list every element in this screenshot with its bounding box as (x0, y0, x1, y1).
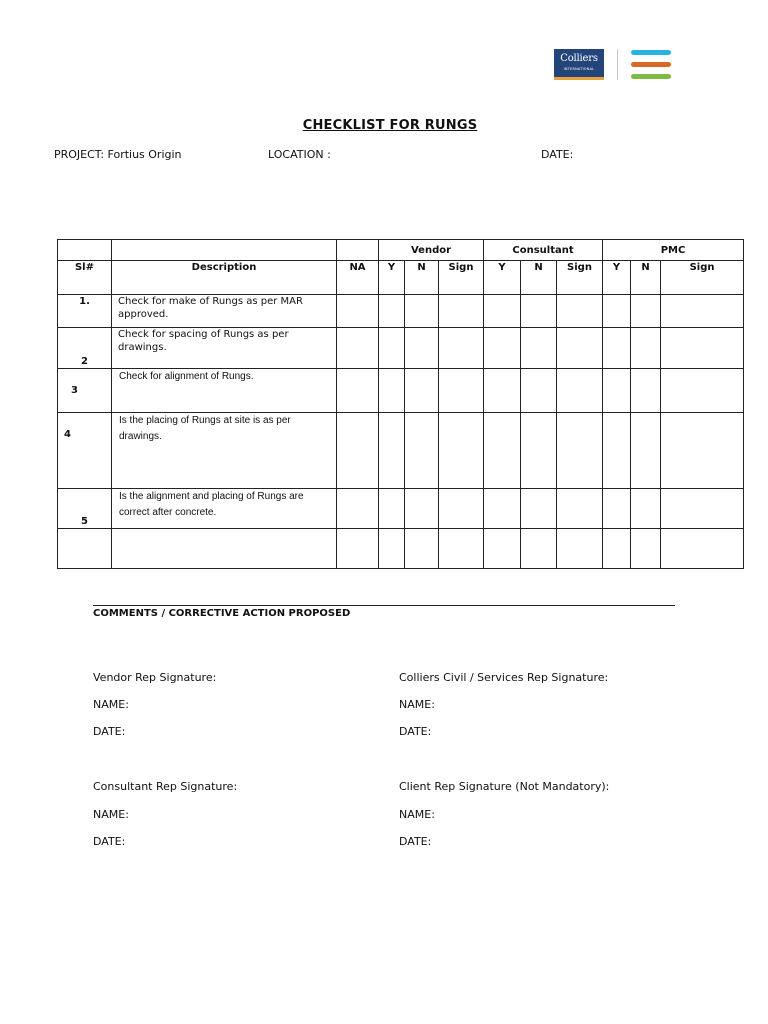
table-row-empty (58, 529, 744, 569)
cell-vendor-sign[interactable] (439, 295, 484, 328)
client-name-label: NAME: (399, 808, 435, 821)
cell-vendor-sign[interactable] (439, 529, 484, 569)
date-field: DATE: (541, 148, 574, 161)
cell-vendor-sign[interactable] (439, 413, 484, 489)
cell-consultant-y[interactable] (484, 295, 521, 328)
header-pmc: PMC (603, 240, 744, 261)
row-description: Check for make of Rungs as per MAR approved. (112, 295, 337, 328)
cell-pmc-y[interactable] (603, 413, 631, 489)
cell-na[interactable] (337, 295, 379, 328)
cell-consultant-y[interactable] (484, 369, 521, 413)
cell-na[interactable] (337, 489, 379, 529)
row-sl: 2 (58, 328, 112, 369)
consultant-signature-label: Consultant Rep Signature: (93, 780, 238, 793)
cell-na[interactable] (337, 369, 379, 413)
cell-pmc-y[interactable] (603, 529, 631, 569)
table-row (58, 328, 744, 369)
row-sl: 1. (58, 295, 112, 328)
row-sl: 5 (58, 489, 112, 529)
vendor-date-label: DATE: (93, 725, 126, 738)
header-consultant: Consultant (484, 240, 603, 261)
cell-pmc-sign[interactable] (661, 413, 744, 489)
cell-vendor-n[interactable] (405, 328, 439, 369)
cell-pmc-y[interactable] (603, 369, 631, 413)
logo-stripe-green (631, 74, 671, 79)
logo-tagline: INTERNATIONAL (563, 67, 595, 71)
cell-consultant-y[interactable] (484, 529, 521, 569)
cell-vendor-y[interactable] (379, 489, 405, 529)
cell-consultant-sign[interactable] (557, 413, 603, 489)
cell-na[interactable] (337, 529, 379, 569)
cell-pmc-n[interactable] (631, 529, 661, 569)
header-consultant-y: Y (484, 261, 521, 295)
table-row (58, 369, 744, 413)
page-title: CHECKLIST FOR RUNGS (302, 118, 478, 133)
cell-vendor-sign[interactable] (439, 489, 484, 529)
cell-pmc-n[interactable] (631, 295, 661, 328)
table-row (58, 295, 744, 328)
cell-vendor-y[interactable] (379, 413, 405, 489)
header-blank (337, 240, 379, 261)
row-description: Check for spacing of Rungs as per drawings. (112, 328, 337, 369)
cell-consultant-sign[interactable] (557, 529, 603, 569)
cell-consultant-n[interactable] (521, 295, 557, 328)
consultant-date-label: DATE: (93, 835, 126, 848)
header-blank (58, 240, 112, 261)
header-vendor-n: N (405, 261, 439, 295)
header-blank (112, 240, 337, 261)
header-group-row (58, 240, 744, 261)
header-vendor: Vendor (379, 240, 484, 261)
table-row (58, 413, 744, 489)
cell-vendor-sign[interactable] (439, 369, 484, 413)
colliers-signature-label: Colliers Civil / Services Rep Signature: (399, 671, 609, 684)
cell-pmc-n[interactable] (631, 369, 661, 413)
logo-name: Colliers (560, 53, 598, 64)
cell-vendor-n[interactable] (405, 529, 439, 569)
vendor-signature-label: Vendor Rep Signature: (93, 671, 217, 684)
cell-vendor-n[interactable] (405, 369, 439, 413)
cell-pmc-sign[interactable] (661, 295, 744, 328)
cell-vendor-n[interactable] (405, 489, 439, 529)
client-signature-label: Client Rep Signature (Not Mandatory): (399, 780, 610, 793)
cell-sl[interactable] (58, 529, 112, 569)
header-na: NA (337, 261, 379, 295)
cell-pmc-sign[interactable] (661, 369, 744, 413)
cell-consultant-n[interactable] (521, 369, 557, 413)
cell-pmc-y[interactable] (603, 328, 631, 369)
cell-vendor-n[interactable] (405, 413, 439, 489)
client-date-label: DATE: (399, 835, 432, 848)
table-row (58, 489, 744, 529)
row-description: Is the alignment and placing of Rungs are correct after concrete. (112, 489, 337, 529)
cell-vendor-sign[interactable] (439, 328, 484, 369)
header-column-row (58, 261, 744, 295)
header-description: Description (112, 261, 337, 295)
checklist-table (57, 239, 744, 569)
cell-pmc-n[interactable] (631, 413, 661, 489)
cell-pmc-n[interactable] (631, 328, 661, 369)
row-description: Is the placing of Rungs at site is as per drawings. (112, 413, 337, 489)
cell-vendor-n[interactable] (405, 295, 439, 328)
cell-na[interactable] (337, 413, 379, 489)
cell-pmc-sign[interactable] (661, 328, 744, 369)
row-sl: 3 (58, 369, 112, 413)
header-pmc-sign: Sign (661, 261, 744, 295)
cell-consultant-n[interactable] (521, 328, 557, 369)
cell-pmc-sign[interactable] (661, 529, 744, 569)
location-field: LOCATION : (268, 148, 331, 161)
cell-pmc-y[interactable] (603, 295, 631, 328)
logo-divider (617, 49, 618, 80)
cell-consultant-sign[interactable] (557, 328, 603, 369)
cell-consultant-y[interactable] (484, 489, 521, 529)
colliers-date-label: DATE: (399, 725, 432, 738)
cell-na[interactable] (337, 328, 379, 369)
header-vendor-sign: Sign (439, 261, 484, 295)
cell-pmc-y[interactable] (603, 489, 631, 529)
header-sl: Sl# (58, 261, 112, 295)
comments-label: COMMENTS / CORRECTIVE ACTION PROPOSED (93, 608, 351, 619)
row-sl: 4 (58, 413, 112, 489)
cell-consultant-n[interactable] (521, 529, 557, 569)
cell-consultant-sign[interactable] (557, 489, 603, 529)
cell-consultant-sign[interactable] (557, 369, 603, 413)
cell-vendor-y[interactable] (379, 529, 405, 569)
cell-consultant-n[interactable] (521, 413, 557, 489)
header-vendor-y: Y (379, 261, 405, 295)
logo-stripe-blue (631, 50, 671, 55)
header-pmc-y: Y (603, 261, 631, 295)
header-pmc-n: N (631, 261, 661, 295)
header-consultant-n: N (521, 261, 557, 295)
vendor-name-label: NAME: (93, 698, 129, 711)
cell-consultant-y[interactable] (484, 413, 521, 489)
cell-pmc-n[interactable] (631, 489, 661, 529)
consultant-name-label: NAME: (93, 808, 129, 821)
cell-consultant-sign[interactable] (557, 295, 603, 328)
row-description: Check for alignment of Rungs. (112, 369, 337, 413)
cell-vendor-y[interactable] (379, 295, 405, 328)
logo-stripe-orange (631, 62, 671, 67)
cell-consultant-y[interactable] (484, 328, 521, 369)
colliers-name-label: NAME: (399, 698, 435, 711)
cell-description[interactable] (112, 529, 337, 569)
cell-consultant-n[interactable] (521, 489, 557, 529)
comments-rule (93, 605, 675, 606)
colliers-logo (554, 49, 604, 80)
cell-pmc-sign[interactable] (661, 489, 744, 529)
cell-vendor-y[interactable] (379, 369, 405, 413)
cell-vendor-y[interactable] (379, 328, 405, 369)
project-field: PROJECT: Fortius Origin (54, 148, 182, 161)
header-consultant-sign: Sign (557, 261, 603, 295)
